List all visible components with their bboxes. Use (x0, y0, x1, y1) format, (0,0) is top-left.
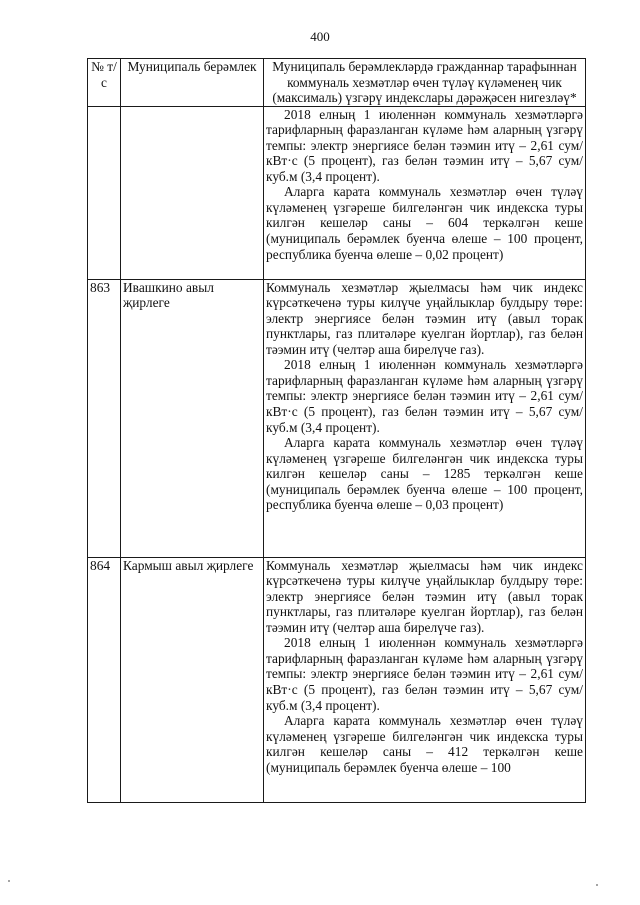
header-num: № т/с (88, 59, 121, 107)
scan-speck (8, 880, 10, 882)
table-row (88, 106, 586, 279)
paragraph: 2018 елның 1 июленнән коммуналь хезмәтләргә тарифларның фаразланган күләме һәм аларның үзгәрү темпы: электр энергиясе белән тәэмин итү – 2,61 сум/кВт·с (5 процент), газ белән тәэмин итү – 5,67 сум/куб.м (3,4 процент). (266, 635, 583, 713)
row-num: 864 (88, 557, 121, 802)
paragraph: Аларга карата коммуналь хезмәтләр өчен түләү күләменең үзгәреше билгеләнгән чик индекска туры килгән кешеләр саны – 412 теркәлгән кеше (муниципаль берәмлек буенча өлеше – 100 (266, 713, 583, 775)
paragraph: Коммуналь хезмәтләр җыелмасы һәм чик индекс күрсәткеченә туры килүче уңайлыклар булдыру төре: электр энергиясе белән тәэмин итү (авыл торак пунктлары, газ плитәләре куелган йортлар), газ белән тәэмин итү (челтәр аша бирелүче газ). (266, 279, 583, 357)
paragraph: 2018 елның 1 июленнән коммуналь хезмәтләргә тарифларның фаразланган күләме һәм аларның үзгәрү темпы: электр энергиясе белән тәэмин итү – 2,61 сум/кВт·с (5 процент), газ белән тәэмин итү – 5,67 сум/куб.м (3,4 процент). (266, 106, 583, 184)
row-num: 863 (88, 279, 121, 557)
paragraph: Аларга карата коммуналь хезмәтләр өчен түләү күләменең үзгәреше билгеләнгән чик индекска туры килгән кешеләр саны – 1285 теркәлгән кеше (муниципаль берәмлек буенча өлеше – 100 процент, республика буенча өлеше – 0,03 процент) (266, 435, 583, 513)
paragraph: Коммуналь хезмәтләр җыелмасы һәм чик индекс күрсәткеченә туры килүче уңайлыклар булдыру төре: электр энергиясе белән тәэмин итү (авыл торак пунктлары, газ плитәләре куелган йортлар), газ белән тәэмин итү (челтәр аша бирелүче газ). (266, 557, 583, 635)
municipal-index-table (87, 58, 586, 803)
row-description (264, 279, 586, 557)
table-row (88, 557, 586, 802)
row-description (264, 106, 586, 279)
row-num (88, 106, 121, 279)
paragraph: Аларга карата коммуналь хезмәтләр өчен түләү күләменең үзгәреше билгеләнгән чик индекска туры килгән кешеләр саны – 604 теркәлгән кеше (муниципаль берәмлек буенча өлеше – 100 процент, республика буенча өлеше – 0,02 процент) (266, 184, 583, 262)
row-municipality: Ивашкино авыл җирлеге (121, 279, 264, 557)
header-description: Муниципаль берәмлекләрдә гражданнар тарафыннан коммуналь хезмәтләр өчен түләү күләменең чик (максималь) үзгәрү индекслары дәрәҗәсен нигезләү* (264, 59, 586, 107)
page-number: 400 (310, 29, 330, 44)
header-municipality: Муниципаль берәмлек (121, 59, 264, 107)
row-municipality (121, 106, 264, 279)
row-description (264, 557, 586, 802)
table-header-row (88, 59, 586, 107)
scan-speck (596, 884, 598, 886)
table-row (88, 279, 586, 557)
paragraph: 2018 елның 1 июленнән коммуналь хезмәтләргә тарифларның фаразланган күләме һәм аларның үзгәрү темпы: электр энергиясе белән тәэмин итү – 2,61 сум/кВт·с (5 процент), газ белән тәэмин итү – 5,67 сум/куб.м (3,4 процент). (266, 357, 583, 435)
row-municipality: Кармыш авыл җирлеге (121, 557, 264, 802)
